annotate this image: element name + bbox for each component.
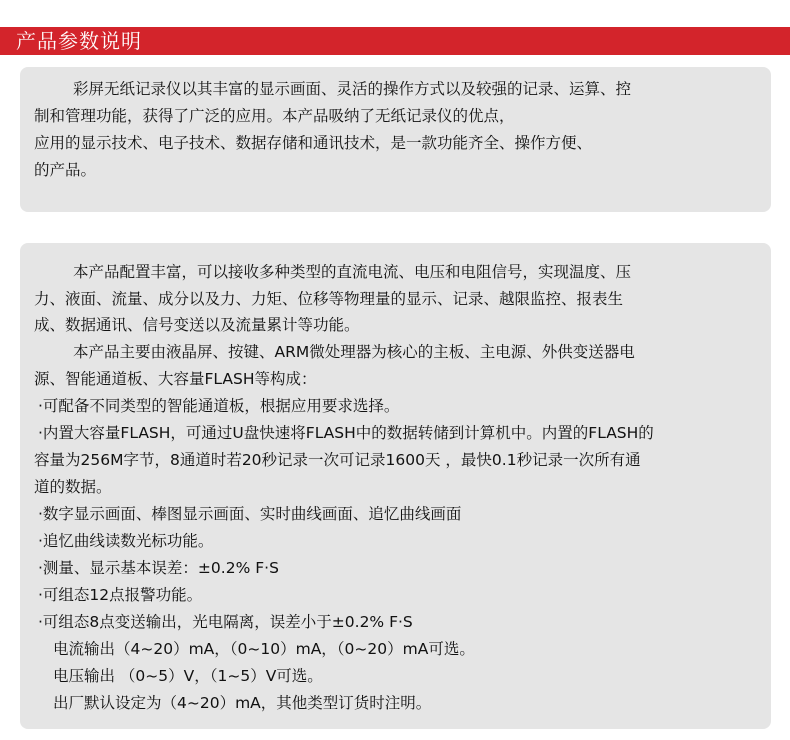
feature-subline: 出厂默认设定为（4~20）mA，其他类型订货时注明。 (53, 694, 432, 712)
feature-line: 本产品配置丰富，可以接收多种类型的直流电流、电压和电阻信号，实现温度、压 (73, 263, 632, 281)
feature-bullet: ·可配备不同类型的智能通道板，根据应用要求选择。 (38, 397, 400, 415)
intro-line: 制和管理功能，获得了广泛的应用。本产品吸纳了无纸记录仪的优点， (34, 107, 515, 125)
feature-subline: 电流输出（4~20）mA，（0~10）mA，（0~20）mA可选。 (53, 640, 475, 658)
feature-bullet: ·测量、显示基本误差：±0.2% F·S (38, 559, 279, 577)
intro-line: 的产品。 (34, 161, 97, 179)
intro-panel (20, 67, 771, 212)
feature-bullet: ·内置大容量FLASH，可通过U盘快速将FLASH中的数据转储到计算机中。内置的FLASH的 (38, 424, 654, 442)
feature-bullet: ·可组态12点报警功能。 (38, 586, 203, 604)
feature-bullet: ·可组态8点变送输出，光电隔离，误差小于±0.2% F·S (38, 613, 413, 631)
feature-line: 力、液面、流量、成分以及力、力矩、位移等物理量的显示、记录、越限监控、报表生 (34, 290, 624, 308)
feature-bullet: ·数字显示画面、棒图显示画面、实时曲线画面、追忆曲线画面 (38, 505, 462, 523)
feature-line: 本产品主要由液晶屏、按键、ARM微处理器为核心的主板、主电源、外供变送器电 (73, 343, 635, 361)
section-header (0, 27, 790, 55)
feature-line: 道的数据。 (34, 478, 112, 496)
section-title: 产品参数说明 (16, 29, 142, 53)
feature-line: 容量为256M字节，8通道时若20秒记录一次可记录1600天 ，最快0.1秒记录一次所有通 (34, 451, 641, 469)
intro-line: 应用的显示技术、电子技术、数据存储和通讯技术，是一款功能齐全、操作方便、 (34, 134, 593, 152)
features-panel (20, 243, 771, 729)
feature-line: 源、智能通道板、大容量FLASH等构成： (34, 370, 317, 388)
feature-line: 成、数据通讯、信号变送以及流量累计等功能。 (34, 316, 360, 334)
feature-bullet: ·追忆曲线读数光标功能。 (38, 532, 214, 550)
intro-line: 彩屏无纸记录仪以其丰富的显示画面、灵活的操作方式以及较强的记录、运算、控 (73, 80, 632, 98)
feature-subline: 电压输出 （0~5）V，（1~5）V可选。 (53, 667, 323, 685)
